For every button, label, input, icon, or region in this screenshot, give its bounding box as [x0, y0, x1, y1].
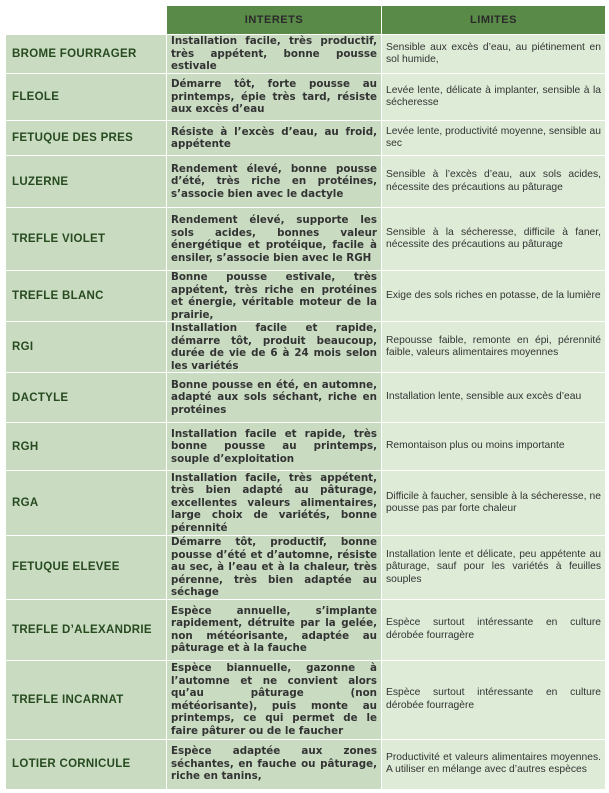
table-row	[6, 271, 606, 322]
species-name: LOTIER CORNICULE	[6, 739, 167, 789]
species-limites: Difficile à faucher, sensible à la sécheresse, ne pousse pas par forte chaleur	[382, 471, 606, 536]
header-limites: LIMITES	[382, 6, 606, 35]
species-name: DACTYLE	[6, 373, 167, 423]
species-limites: Sensible à l’excès d’eau, aux sols acides, nécessite des précautions au pâturage	[382, 156, 606, 208]
species-limites: Levée lente, productivité moyenne, sensible au sec	[382, 121, 606, 156]
species-name: FETUQUE ELEVEE	[6, 536, 167, 600]
header-blank-cell	[6, 6, 167, 35]
species-limites: Installation lente et délicate, peu appétente au pâturage, sauf pour les variétés à feuilles souples	[382, 536, 606, 600]
table-row	[6, 208, 606, 271]
species-interets: Rendement élevé, bonne pousse d’été, très riche en protéines, s’associe bien avec le dactyle	[167, 156, 382, 208]
table-row	[6, 660, 606, 739]
table-row	[6, 423, 606, 471]
table-row	[6, 599, 606, 660]
species-interets: Démarre tôt, productif, bonne pousse d’été et d’automne, résiste au sec, à l’eau et à la chaleur, très pérenne, très bien adaptée au séchage	[167, 536, 382, 600]
species-interets: Installation facile, très appétent, très bien adapté au pâturage, excellentes valeurs alimentaires, large choix de variétés, bonne pérennité	[167, 471, 382, 536]
species-interets: Installation facile et rapide, très bonne pousse au printemps, souple d’exploitation	[167, 423, 382, 471]
species-name: TREFLE D’ALEXANDRIE	[6, 599, 167, 660]
species-limites: Installation lente, sensible aux excès d’eau	[382, 373, 606, 423]
species-limites: Sensible à la sécheresse, difficile à faner, nécessite des précautions au pâturage	[382, 208, 606, 271]
species-name: FETUQUE DES PRES	[6, 121, 167, 156]
table-row	[6, 35, 606, 74]
species-limites: Exige des sols riches en potasse, de la lumière	[382, 271, 606, 322]
species-interets: Installation facile et rapide, démarre tôt, produit beaucoup, durée de vie de 6 à 24 mois selon les variétés	[167, 322, 382, 373]
species-limites: Productivité et valeurs alimentaires moyennes. A utiliser en mélange avec d’autres espèces	[382, 739, 606, 789]
species-name: FLEOLE	[6, 74, 167, 121]
species-name: TREFLE VIOLET	[6, 208, 167, 271]
species-interets: Installation facile, très productif, très appétent, bonne pousse estivale	[167, 35, 382, 74]
species-interets: Espèce biannuelle, gazonne à l’automne et ne convient alors qu’au pâturage (non météorisante), puis monte au printemps, ce qui permet de le faire pâturer ou de le faucher	[167, 660, 382, 739]
header-row	[6, 6, 606, 35]
species-interets: Espèce adaptée aux zones séchantes, en fauche ou pâturage, riche en tanins,	[167, 739, 382, 789]
table-row	[6, 322, 606, 373]
header-interets: INTERETS	[167, 6, 382, 35]
table-row	[6, 739, 606, 789]
species-name: RGI	[6, 322, 167, 373]
table-row	[6, 471, 606, 536]
species-interets: Rendement élevé, supporte les sols acides, bonnes valeur énergétique et protéique, facile à ensiler, s’associe bien avec le RGH	[167, 208, 382, 271]
species-limites: Repousse faible, remonte en épi, pérennité faible, valeurs alimentaires moyennes	[382, 322, 606, 373]
species-name: BROME FOURRAGER	[6, 35, 167, 74]
species-limites: Espèce surtout intéressante en culture dérobée fourragère	[382, 599, 606, 660]
species-interets: Bonne pousse en été, en automne, adapté aux sols séchant, riche en protéines	[167, 373, 382, 423]
table-row	[6, 373, 606, 423]
table-row	[6, 74, 606, 121]
species-name: RGA	[6, 471, 167, 536]
forage-species-table	[5, 5, 606, 790]
species-limites: Levée lente, délicate à implanter, sensible à la sécheresse	[382, 74, 606, 121]
species-name: RGH	[6, 423, 167, 471]
species-limites: Espèce surtout intéressante en culture dérobée fourragère	[382, 660, 606, 739]
species-interets: Bonne pousse estivale, très appétent, très riche en protéines et énergie, véritable moteur de la prairie,	[167, 271, 382, 322]
species-name: TREFLE INCARNAT	[6, 660, 167, 739]
species-interets: Démarre tôt, forte pousse au printemps, épie très tard, résiste aux excès d’eau	[167, 74, 382, 121]
table-row	[6, 536, 606, 600]
species-name: TREFLE BLANC	[6, 271, 167, 322]
species-limites: Remontaison plus ou moins importante	[382, 423, 606, 471]
species-limites: Sensible aux excès d’eau, au piétinement en sol humide,	[382, 35, 606, 74]
species-interets: Résiste à l’excès d’eau, au froid, appétente	[167, 121, 382, 156]
table-row	[6, 121, 606, 156]
species-interets: Espèce annuelle, s’implante rapidement, détruite par la gelée, non météorisante, adaptée au pâturage et à la fauche	[167, 599, 382, 660]
table-row	[6, 156, 606, 208]
species-name: LUZERNE	[6, 156, 167, 208]
